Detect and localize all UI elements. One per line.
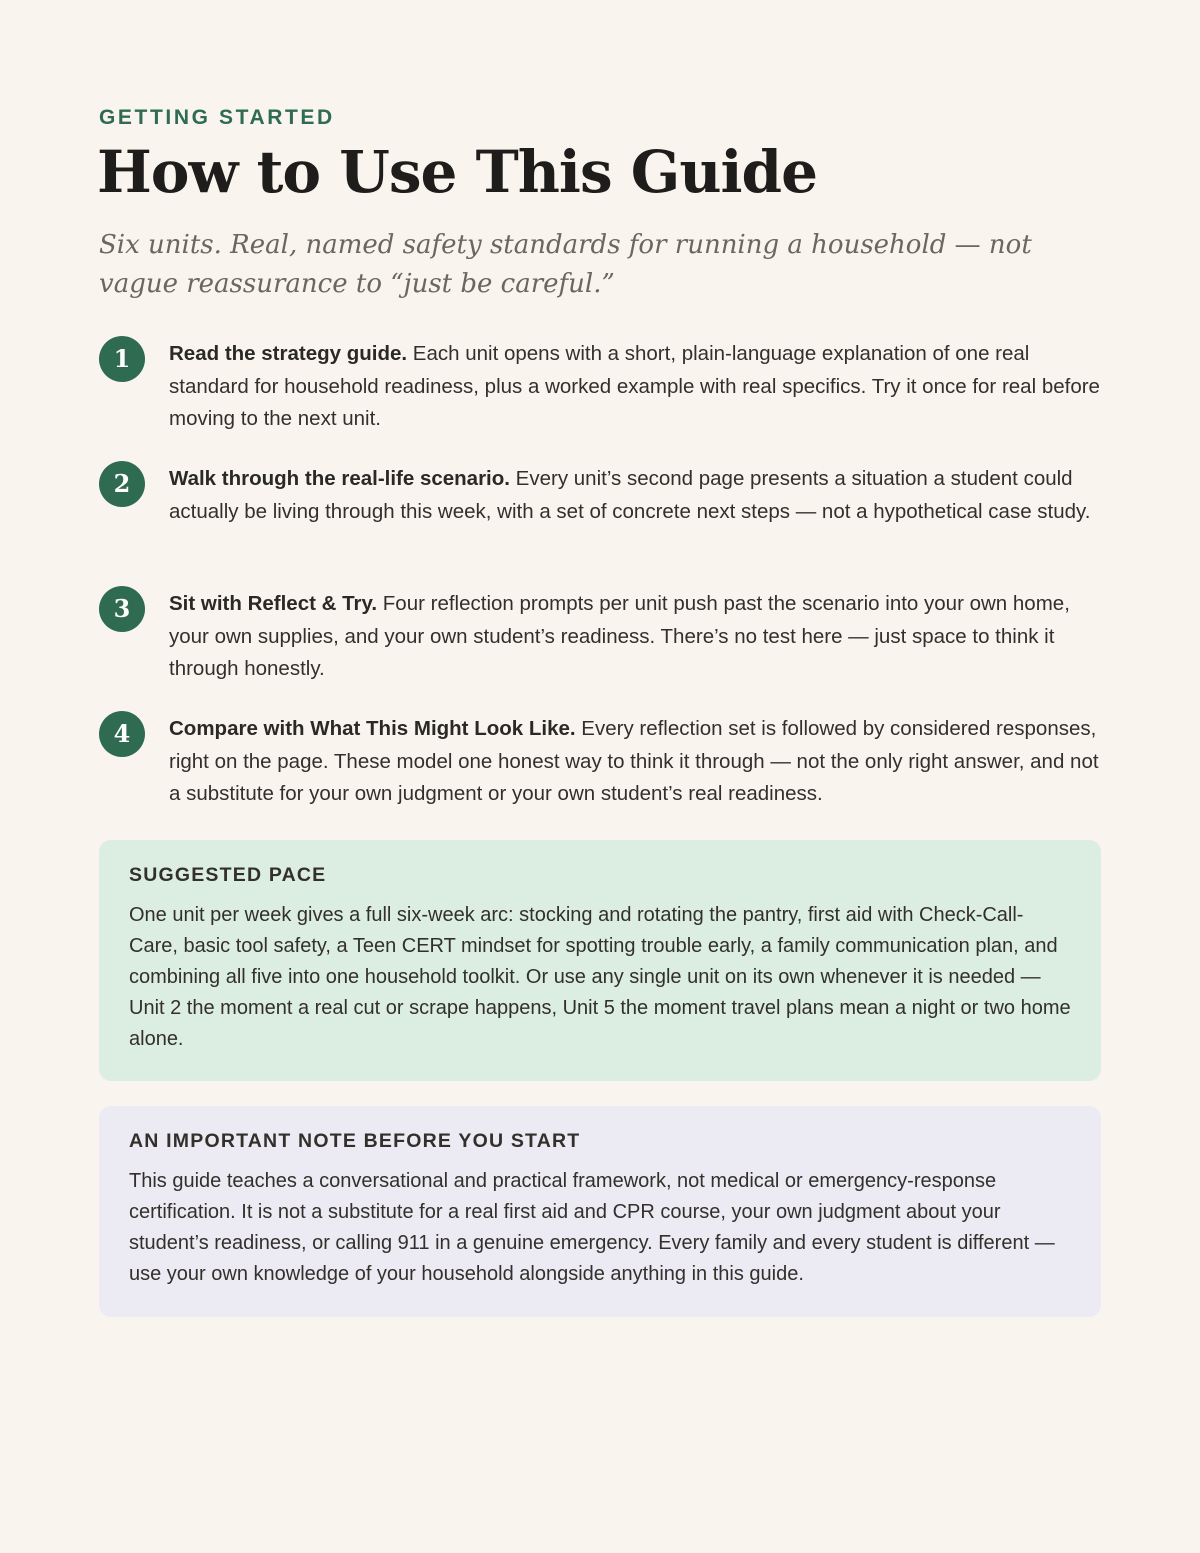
step-number-badge: 2: [99, 461, 145, 507]
step-item: [99, 711, 1104, 836]
step-number-badge: 1: [99, 336, 145, 382]
step-number-badge: 4: [99, 711, 145, 757]
section-eyebrow: GETTING STARTED: [99, 106, 335, 129]
suggested-pace-card: [99, 840, 1101, 1081]
step-text: [169, 713, 1104, 811]
steps-list: [99, 336, 1104, 836]
page-subtitle: Six units. Real, named safety standards for running a household — not vague reassurance to “just be careful.”: [99, 230, 1032, 299]
step-description: Every reflection set is followed by considered responses, right on the page. These model one honest way to think it through — not the only right answer, and not a substitute for your own judgment or your own student’s real readiness.: [169, 717, 1099, 805]
step-text: [169, 463, 1104, 528]
pace-body: One unit per week gives a full six-week arc: stocking and rotating the pantry, first aid with Check-Call-Care, basic tool safety, a Teen CERT mindset for spotting trouble early, a family communication plan, and combining all five into one household toolkit. Or use any single unit on its own whenever it is needed — Unit 2 the moment a real cut or scrape happens, Unit 5 the moment travel plans mean a night or two home alone.: [129, 904, 1071, 1050]
step-description: Each unit opens with a short, plain-language explanation of one real standard for household readiness, plus a worked example with real specifics. Try it once for real before moving to the next unit.: [169, 342, 1100, 430]
note-heading: AN IMPORTANT NOTE BEFORE YOU START: [129, 1130, 581, 1152]
step-lead: Walk through the real-life scenario.: [169, 467, 510, 490]
step-text: [169, 338, 1104, 436]
step-lead: Sit with Reflect & Try.: [169, 592, 378, 615]
step-item: [99, 461, 1104, 586]
step-number-badge: 3: [99, 586, 145, 632]
step-description: Four reflection prompts per unit push past the scenario into your own home, your own supplies, and your own student’s readiness. There’s no test here — just space to think it through honestly.: [169, 592, 1070, 680]
important-note-card: [99, 1106, 1101, 1317]
step-lead: Read the strategy guide.: [169, 342, 408, 365]
step-item: [99, 586, 1104, 711]
step-text: [169, 588, 1104, 686]
step-description: Every unit’s second page presents a situation a student could actually be living through this week, with a set of concrete next steps — not a hypothetical case study.: [169, 467, 1091, 523]
step-lead: Compare with What This Might Look Like.: [169, 717, 576, 740]
page-title: How to Use This Guide: [97, 138, 818, 206]
pace-heading: SUGGESTED PACE: [129, 864, 327, 886]
step-item: [99, 336, 1104, 461]
note-body: This guide teaches a conversational and practical framework, not medical or emergency-response certification. It is not a substitute for a real first aid and CPR course, your own judgment about your student’s readiness, or calling 911 in a genuine emergency. Every family and every student is different — use your own knowledge of your household alongside anything in this guide.: [129, 1170, 1055, 1285]
